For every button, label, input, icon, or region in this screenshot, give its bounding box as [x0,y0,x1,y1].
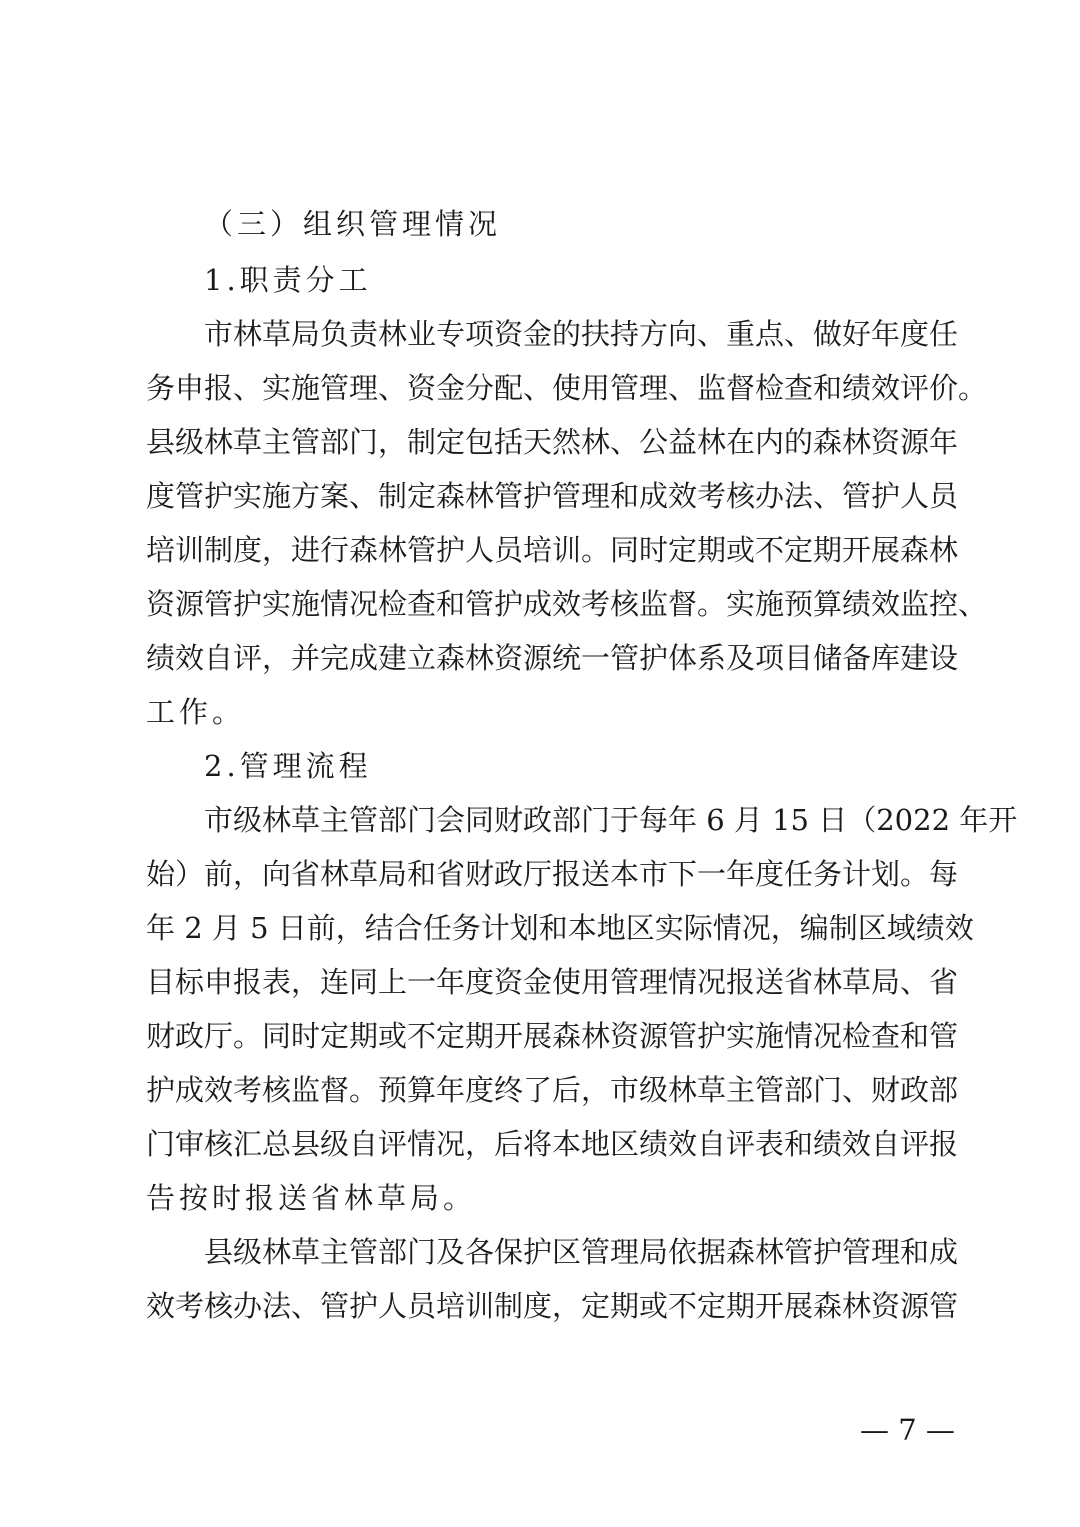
paragraph-2-line-7: 门审核汇总县级自评情况，后将本地区绩效自评表和绩效自评报 [146,1127,959,1161]
paragraph-3-line-1: 县级林草主管部门及各保护区管理局依据森林管护管理和成 [204,1235,959,1269]
paragraph-2-line-4: 目标申报表，连同上一年度资金使用管理情况报送省林草局、省 [146,965,959,999]
paragraph-1-line-5: 培训制度，进行森林管护人员培训。同时定期或不定期开展森林 [146,533,959,567]
paragraph-1-line-6: 资源管护实施情况检查和管护成效考核监督。实施预算绩效监控、 [146,587,988,621]
paragraph-3-line-2: 效考核办法、管护人员培训制度，定期或不定期开展森林资源管 [146,1289,959,1323]
paragraph-2-line-5: 财政厅。同时定期或不定期开展森林资源管护实施情况检查和管 [146,1019,959,1053]
paragraph-1-line-8: 工作。 [146,695,246,729]
paragraph-1-line-3: 县级林草主管部门，制定包括天然林、公益林在内的森林资源年 [146,425,959,459]
subsection-2-title: 2.管理流程 [204,749,372,783]
subsection-1-title: 1.职责分工 [204,263,372,297]
paragraph-1-line-7: 绩效自评，并完成建立森林资源统一管护体系及项目储备库建设 [146,641,959,675]
paragraph-2-line-8: 告按时报送省林草局。 [146,1181,477,1215]
paragraph-1-line-1: 市林草局负责林业专项资金的扶持方向、重点、做好年度任 [204,317,959,351]
paragraph-1-line-2: 务申报、实施管理、资金分配、使用管理、监督检查和绩效评价。 [146,371,988,405]
section-heading: （三）组织管理情况 [204,207,502,241]
paragraph-1-line-4: 度管护实施方案、制定森林管护管理和成效考核办法、管护人员 [146,479,959,513]
paragraph-2-line-2: 始）前，向省林草局和省财政厅报送本市下一年度任务计划。每 [146,857,959,891]
page-number: — 7 — [860,1413,955,1447]
paragraph-2-line-3: 年 2 月 5 日前，结合任务计划和本地区实际情况，编制区域绩效 [146,911,974,945]
paragraph-2-line-6: 护成效考核监督。预算年度终了后，市级林草主管部门、财政部 [146,1073,959,1107]
paragraph-2-line-1: 市级林草主管部门会同财政部门于每年 6 月 15 日（2022 年开 [204,803,1018,837]
